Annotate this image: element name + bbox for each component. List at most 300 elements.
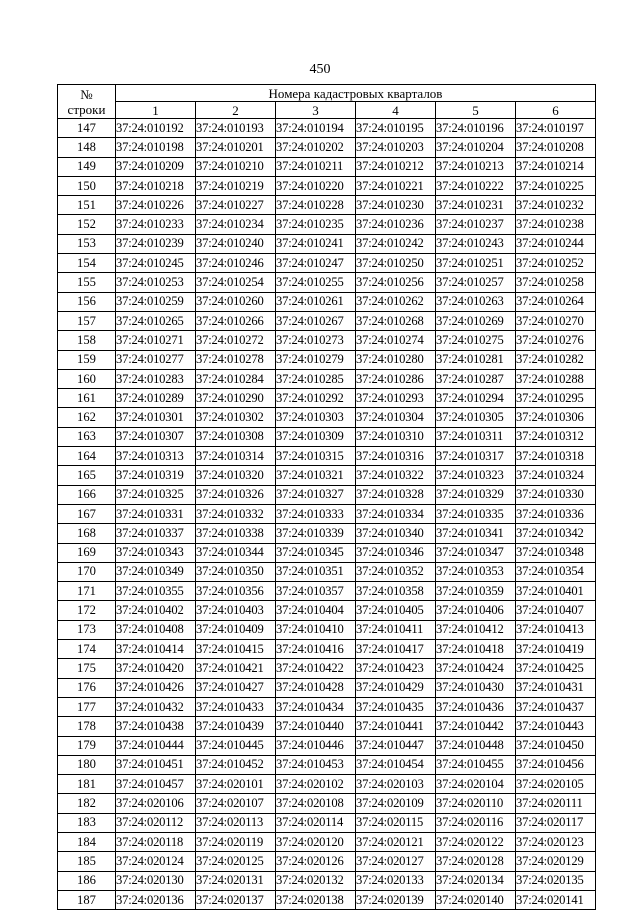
table-row bbox=[58, 562, 596, 581]
cadastral-code-cell: 37:24:010213 bbox=[436, 157, 516, 176]
cadastral-code-cell: 37:24:010234 bbox=[196, 215, 276, 234]
row-number: 168 bbox=[58, 524, 116, 543]
row-number-header-line2: строки bbox=[67, 101, 106, 117]
cadastral-code-cell: 37:24:010275 bbox=[436, 331, 516, 350]
table-title-header: Номера кадастровых кварталов bbox=[116, 85, 596, 102]
cadastral-code-cell: 37:24:010329 bbox=[436, 485, 516, 504]
cadastral-code-cell: 37:24:010427 bbox=[196, 678, 276, 697]
row-number: 170 bbox=[58, 562, 116, 581]
cadastral-code-cell: 37:24:010428 bbox=[276, 678, 356, 697]
cadastral-code-cell: 37:24:020134 bbox=[436, 871, 516, 890]
cadastral-code-cell: 37:24:010289 bbox=[116, 389, 196, 408]
row-number: 158 bbox=[58, 331, 116, 350]
row-number: 166 bbox=[58, 485, 116, 504]
row-number-header-line1: № bbox=[80, 86, 93, 102]
table-row bbox=[58, 890, 596, 909]
cadastral-code-cell: 37:24:010457 bbox=[116, 775, 196, 794]
cadastral-code-cell: 37:24:010320 bbox=[196, 466, 276, 485]
cadastral-code-cell: 37:24:010306 bbox=[516, 408, 596, 427]
cadastral-code-cell: 37:24:010197 bbox=[516, 119, 596, 138]
cadastral-code-cell: 37:24:010270 bbox=[516, 311, 596, 330]
cadastral-code-cell: 37:24:010426 bbox=[116, 678, 196, 697]
column-header: 3 bbox=[276, 102, 356, 119]
cadastral-table bbox=[57, 84, 596, 910]
cadastral-code-cell: 37:24:020105 bbox=[516, 775, 596, 794]
cadastral-code-cell: 37:24:010338 bbox=[196, 524, 276, 543]
cadastral-code-cell: 37:24:020108 bbox=[276, 794, 356, 813]
cadastral-code-cell: 37:24:010280 bbox=[356, 350, 436, 369]
table-row bbox=[58, 273, 596, 292]
cadastral-code-cell: 37:24:010246 bbox=[196, 254, 276, 273]
cadastral-code-cell: 37:24:010269 bbox=[436, 311, 516, 330]
cadastral-code-cell: 37:24:020107 bbox=[196, 794, 276, 813]
cadastral-code-cell: 37:24:020117 bbox=[516, 813, 596, 832]
cadastral-code-cell: 37:24:010251 bbox=[436, 254, 516, 273]
cadastral-code-cell: 37:24:010325 bbox=[116, 485, 196, 504]
cadastral-code-cell: 37:24:010228 bbox=[276, 196, 356, 215]
cadastral-code-cell: 37:24:010211 bbox=[276, 157, 356, 176]
cadastral-code-cell: 37:24:010235 bbox=[276, 215, 356, 234]
cadastral-code-cell: 37:24:010225 bbox=[516, 176, 596, 195]
cadastral-code-cell: 37:24:010448 bbox=[436, 736, 516, 755]
cadastral-code-cell: 37:24:010353 bbox=[436, 562, 516, 581]
cadastral-code-cell: 37:24:010442 bbox=[436, 717, 516, 736]
cadastral-code-cell: 37:24:010422 bbox=[276, 659, 356, 678]
cadastral-code-cell: 37:24:020121 bbox=[356, 832, 436, 851]
row-number: 164 bbox=[58, 447, 116, 466]
cadastral-code-cell: 37:24:010302 bbox=[196, 408, 276, 427]
table-row bbox=[58, 408, 596, 427]
cadastral-code-cell: 37:24:010418 bbox=[436, 640, 516, 659]
cadastral-code-cell: 37:24:010456 bbox=[516, 755, 596, 774]
row-number: 154 bbox=[58, 254, 116, 273]
table-row bbox=[58, 485, 596, 504]
cadastral-code-cell: 37:24:010337 bbox=[116, 524, 196, 543]
cadastral-code-cell: 37:24:010419 bbox=[516, 640, 596, 659]
row-number: 175 bbox=[58, 659, 116, 678]
cadastral-code-cell: 37:24:010308 bbox=[196, 427, 276, 446]
row-number: 151 bbox=[58, 196, 116, 215]
cadastral-code-cell: 37:24:010231 bbox=[436, 196, 516, 215]
row-number: 152 bbox=[58, 215, 116, 234]
table-row bbox=[58, 292, 596, 311]
cadastral-code-cell: 37:24:020118 bbox=[116, 832, 196, 851]
cadastral-code-cell: 37:24:010321 bbox=[276, 466, 356, 485]
table-row bbox=[58, 311, 596, 330]
cadastral-code-cell: 37:24:020126 bbox=[276, 852, 356, 871]
cadastral-code-cell: 37:24:010401 bbox=[516, 582, 596, 601]
cadastral-code-cell: 37:24:010253 bbox=[116, 273, 196, 292]
row-number: 178 bbox=[58, 717, 116, 736]
cadastral-code-cell: 37:24:020140 bbox=[436, 890, 516, 909]
cadastral-code-cell: 37:24:010425 bbox=[516, 659, 596, 678]
cadastral-code-cell: 37:24:020137 bbox=[196, 890, 276, 909]
table-row bbox=[58, 794, 596, 813]
table-row bbox=[58, 389, 596, 408]
cadastral-code-cell: 37:24:010424 bbox=[436, 659, 516, 678]
cadastral-code-cell: 37:24:020119 bbox=[196, 832, 276, 851]
cadastral-code-cell: 37:24:010243 bbox=[436, 234, 516, 253]
row-number: 155 bbox=[58, 273, 116, 292]
cadastral-code-cell: 37:24:010433 bbox=[196, 697, 276, 716]
cadastral-code-cell: 37:24:010447 bbox=[356, 736, 436, 755]
cadastral-code-cell: 37:24:010239 bbox=[116, 234, 196, 253]
cadastral-code-cell: 37:24:020110 bbox=[436, 794, 516, 813]
cadastral-code-cell: 37:24:010437 bbox=[516, 697, 596, 716]
cadastral-code-cell: 37:24:010263 bbox=[436, 292, 516, 311]
row-number: 180 bbox=[58, 755, 116, 774]
cadastral-code-cell: 37:24:010413 bbox=[516, 620, 596, 639]
cadastral-code-cell: 37:24:010417 bbox=[356, 640, 436, 659]
table-row bbox=[58, 582, 596, 601]
cadastral-code-cell: 37:24:020104 bbox=[436, 775, 516, 794]
cadastral-code-cell: 37:24:010438 bbox=[116, 717, 196, 736]
cadastral-code-cell: 37:24:020130 bbox=[116, 871, 196, 890]
cadastral-code-cell: 37:24:010252 bbox=[516, 254, 596, 273]
cadastral-code-cell: 37:24:010440 bbox=[276, 717, 356, 736]
cadastral-code-cell: 37:24:020128 bbox=[436, 852, 516, 871]
cadastral-code-cell: 37:24:010340 bbox=[356, 524, 436, 543]
cadastral-code-cell: 37:24:010322 bbox=[356, 466, 436, 485]
cadastral-code-cell: 37:24:010405 bbox=[356, 601, 436, 620]
cadastral-code-cell: 37:24:010284 bbox=[196, 369, 276, 388]
cadastral-code-cell: 37:24:010295 bbox=[516, 389, 596, 408]
cadastral-code-cell: 37:24:010315 bbox=[276, 447, 356, 466]
cadastral-code-cell: 37:24:010359 bbox=[436, 582, 516, 601]
cadastral-code-cell: 37:24:010255 bbox=[276, 273, 356, 292]
table-row bbox=[58, 234, 596, 253]
cadastral-code-cell: 37:24:010292 bbox=[276, 389, 356, 408]
cadastral-code-cell: 37:24:020131 bbox=[196, 871, 276, 890]
cadastral-code-cell: 37:24:010439 bbox=[196, 717, 276, 736]
cadastral-code-cell: 37:24:010450 bbox=[516, 736, 596, 755]
row-number: 172 bbox=[58, 601, 116, 620]
cadastral-code-cell: 37:24:020125 bbox=[196, 852, 276, 871]
cadastral-code-cell: 37:24:010305 bbox=[436, 408, 516, 427]
cadastral-code-cell: 37:24:010198 bbox=[116, 138, 196, 157]
table-row bbox=[58, 524, 596, 543]
cadastral-code-cell: 37:24:010281 bbox=[436, 350, 516, 369]
cadastral-code-cell: 37:24:010429 bbox=[356, 678, 436, 697]
cadastral-code-cell: 37:24:010286 bbox=[356, 369, 436, 388]
cadastral-code-cell: 37:24:010330 bbox=[516, 485, 596, 504]
row-number: 156 bbox=[58, 292, 116, 311]
cadastral-code-cell: 37:24:010214 bbox=[516, 157, 596, 176]
table-row bbox=[58, 659, 596, 678]
cadastral-code-cell: 37:24:010276 bbox=[516, 331, 596, 350]
cadastral-code-cell: 37:24:010347 bbox=[436, 543, 516, 562]
table-row bbox=[58, 138, 596, 157]
cadastral-code-cell: 37:24:010342 bbox=[516, 524, 596, 543]
row-number-header bbox=[58, 85, 116, 119]
cadastral-code-cell: 37:24:010238 bbox=[516, 215, 596, 234]
row-number: 161 bbox=[58, 389, 116, 408]
cadastral-code-cell: 37:24:010264 bbox=[516, 292, 596, 311]
table-row bbox=[58, 350, 596, 369]
row-number: 157 bbox=[58, 311, 116, 330]
cadastral-code-cell: 37:24:010356 bbox=[196, 582, 276, 601]
cadastral-code-cell: 37:24:010410 bbox=[276, 620, 356, 639]
cadastral-code-cell: 37:24:020129 bbox=[516, 852, 596, 871]
cadastral-code-cell: 37:24:020139 bbox=[356, 890, 436, 909]
table-row bbox=[58, 331, 596, 350]
cadastral-code-cell: 37:24:020103 bbox=[356, 775, 436, 794]
cadastral-code-cell: 37:24:010455 bbox=[436, 755, 516, 774]
cadastral-code-cell: 37:24:010351 bbox=[276, 562, 356, 581]
cadastral-code-cell: 37:24:010218 bbox=[116, 176, 196, 195]
cadastral-code-cell: 37:24:010244 bbox=[516, 234, 596, 253]
cadastral-code-cell: 37:24:010444 bbox=[116, 736, 196, 755]
cadastral-code-cell: 37:24:010357 bbox=[276, 582, 356, 601]
cadastral-code-cell: 37:24:010268 bbox=[356, 311, 436, 330]
cadastral-code-cell: 37:24:010262 bbox=[356, 292, 436, 311]
cadastral-code-cell: 37:24:010260 bbox=[196, 292, 276, 311]
cadastral-code-cell: 37:24:020109 bbox=[356, 794, 436, 813]
cadastral-code-cell: 37:24:010420 bbox=[116, 659, 196, 678]
row-number: 187 bbox=[58, 890, 116, 909]
cadastral-code-cell: 37:24:010435 bbox=[356, 697, 436, 716]
cadastral-code-cell: 37:24:010261 bbox=[276, 292, 356, 311]
cadastral-code-cell: 37:24:010345 bbox=[276, 543, 356, 562]
row-number: 185 bbox=[58, 852, 116, 871]
cadastral-code-cell: 37:24:010196 bbox=[436, 119, 516, 138]
cadastral-code-cell: 37:24:010451 bbox=[116, 755, 196, 774]
table-row bbox=[58, 620, 596, 639]
cadastral-code-cell: 37:24:020136 bbox=[116, 890, 196, 909]
row-number: 153 bbox=[58, 234, 116, 253]
cadastral-code-cell: 37:24:010454 bbox=[356, 755, 436, 774]
cadastral-code-cell: 37:24:010403 bbox=[196, 601, 276, 620]
row-number: 176 bbox=[58, 678, 116, 697]
cadastral-code-cell: 37:24:020135 bbox=[516, 871, 596, 890]
cadastral-code-cell: 37:24:010443 bbox=[516, 717, 596, 736]
cadastral-code-cell: 37:24:010346 bbox=[356, 543, 436, 562]
cadastral-code-cell: 37:24:010354 bbox=[516, 562, 596, 581]
cadastral-code-cell: 37:24:010219 bbox=[196, 176, 276, 195]
cadastral-code-cell: 37:24:010313 bbox=[116, 447, 196, 466]
cadastral-code-cell: 37:24:010453 bbox=[276, 755, 356, 774]
cadastral-code-cell: 37:24:010350 bbox=[196, 562, 276, 581]
cadastral-code-cell: 37:24:020111 bbox=[516, 794, 596, 813]
cadastral-code-cell: 37:24:010434 bbox=[276, 697, 356, 716]
cadastral-code-cell: 37:24:010257 bbox=[436, 273, 516, 292]
cadastral-code-cell: 37:24:010221 bbox=[356, 176, 436, 195]
cadastral-code-cell: 37:24:010271 bbox=[116, 331, 196, 350]
cadastral-code-cell: 37:24:010314 bbox=[196, 447, 276, 466]
cadastral-code-cell: 37:24:010236 bbox=[356, 215, 436, 234]
cadastral-code-cell: 37:24:010209 bbox=[116, 157, 196, 176]
cadastral-code-cell: 37:24:010343 bbox=[116, 543, 196, 562]
cadastral-code-cell: 37:24:020122 bbox=[436, 832, 516, 851]
cadastral-code-cell: 37:24:010423 bbox=[356, 659, 436, 678]
cadastral-code-cell: 37:24:010279 bbox=[276, 350, 356, 369]
row-number: 174 bbox=[58, 640, 116, 659]
cadastral-code-cell: 37:24:020133 bbox=[356, 871, 436, 890]
cadastral-code-cell: 37:24:010334 bbox=[356, 504, 436, 523]
cadastral-code-cell: 37:24:020106 bbox=[116, 794, 196, 813]
cadastral-code-cell: 37:24:010277 bbox=[116, 350, 196, 369]
table-row bbox=[58, 466, 596, 485]
cadastral-code-cell: 37:24:010201 bbox=[196, 138, 276, 157]
cadastral-code-cell: 37:24:010355 bbox=[116, 582, 196, 601]
cadastral-code-cell: 37:24:010312 bbox=[516, 427, 596, 446]
cadastral-code-cell: 37:24:010333 bbox=[276, 504, 356, 523]
row-number: 183 bbox=[58, 813, 116, 832]
row-number: 165 bbox=[58, 466, 116, 485]
row-number: 186 bbox=[58, 871, 116, 890]
cadastral-code-cell: 37:24:010233 bbox=[116, 215, 196, 234]
cadastral-code-cell: 37:24:010319 bbox=[116, 466, 196, 485]
cadastral-code-cell: 37:24:010195 bbox=[356, 119, 436, 138]
row-number: 173 bbox=[58, 620, 116, 639]
table-row bbox=[58, 775, 596, 794]
cadastral-code-cell: 37:24:010310 bbox=[356, 427, 436, 446]
column-header: 1 bbox=[116, 102, 196, 119]
table-row bbox=[58, 871, 596, 890]
cadastral-code-cell: 37:24:020116 bbox=[436, 813, 516, 832]
row-number: 148 bbox=[58, 138, 116, 157]
cadastral-code-cell: 37:24:010436 bbox=[436, 697, 516, 716]
cadastral-code-cell: 37:24:010349 bbox=[116, 562, 196, 581]
row-number: 184 bbox=[58, 832, 116, 851]
row-number: 171 bbox=[58, 582, 116, 601]
table-row bbox=[58, 176, 596, 195]
row-number: 167 bbox=[58, 504, 116, 523]
cadastral-code-cell: 37:24:020138 bbox=[276, 890, 356, 909]
cadastral-code-cell: 37:24:010326 bbox=[196, 485, 276, 504]
row-number: 169 bbox=[58, 543, 116, 562]
table-row bbox=[58, 832, 596, 851]
cadastral-code-cell: 37:24:010212 bbox=[356, 157, 436, 176]
column-header: 6 bbox=[516, 102, 596, 119]
cadastral-code-cell: 37:24:010232 bbox=[516, 196, 596, 215]
cadastral-code-cell: 37:24:010278 bbox=[196, 350, 276, 369]
column-header: 2 bbox=[196, 102, 276, 119]
cadastral-code-cell: 37:24:010445 bbox=[196, 736, 276, 755]
cadastral-code-cell: 37:24:010409 bbox=[196, 620, 276, 639]
row-number: 149 bbox=[58, 157, 116, 176]
cadastral-code-cell: 37:24:010309 bbox=[276, 427, 356, 446]
cadastral-code-cell: 37:24:010332 bbox=[196, 504, 276, 523]
cadastral-code-cell: 37:24:010272 bbox=[196, 331, 276, 350]
cadastral-code-cell: 37:24:010341 bbox=[436, 524, 516, 543]
table-row bbox=[58, 678, 596, 697]
cadastral-code-cell: 37:24:010241 bbox=[276, 234, 356, 253]
cadastral-code-cell: 37:24:020120 bbox=[276, 832, 356, 851]
table-row bbox=[58, 543, 596, 562]
cadastral-code-cell: 37:24:010193 bbox=[196, 119, 276, 138]
cadastral-code-cell: 37:24:010256 bbox=[356, 273, 436, 292]
cadastral-code-cell: 37:24:010222 bbox=[436, 176, 516, 195]
cadastral-code-cell: 37:24:010273 bbox=[276, 331, 356, 350]
cadastral-code-cell: 37:24:010192 bbox=[116, 119, 196, 138]
cadastral-code-cell: 37:24:010339 bbox=[276, 524, 356, 543]
cadastral-code-cell: 37:24:010335 bbox=[436, 504, 516, 523]
table-body bbox=[58, 119, 596, 910]
cadastral-code-cell: 37:24:010311 bbox=[436, 427, 516, 446]
table-row bbox=[58, 369, 596, 388]
cadastral-code-cell: 37:24:010303 bbox=[276, 408, 356, 427]
row-number: 150 bbox=[58, 176, 116, 195]
cadastral-code-cell: 37:24:010327 bbox=[276, 485, 356, 504]
cadastral-code-cell: 37:24:010307 bbox=[116, 427, 196, 446]
cadastral-code-cell: 37:24:010230 bbox=[356, 196, 436, 215]
cadastral-code-cell: 37:24:010323 bbox=[436, 466, 516, 485]
table-row bbox=[58, 157, 596, 176]
cadastral-code-cell: 37:24:010274 bbox=[356, 331, 436, 350]
column-header: 5 bbox=[436, 102, 516, 119]
cadastral-code-cell: 37:24:010283 bbox=[116, 369, 196, 388]
cadastral-code-cell: 37:24:020124 bbox=[116, 852, 196, 871]
cadastral-code-cell: 37:24:010404 bbox=[276, 601, 356, 620]
cadastral-code-cell: 37:24:010414 bbox=[116, 640, 196, 659]
cadastral-code-cell: 37:24:010336 bbox=[516, 504, 596, 523]
cadastral-code-cell: 37:24:020132 bbox=[276, 871, 356, 890]
cadastral-code-cell: 37:24:010267 bbox=[276, 311, 356, 330]
cadastral-code-cell: 37:24:010317 bbox=[436, 447, 516, 466]
table-row bbox=[58, 196, 596, 215]
cadastral-code-cell: 37:24:010441 bbox=[356, 717, 436, 736]
cadastral-code-cell: 37:24:010430 bbox=[436, 678, 516, 697]
cadastral-code-cell: 37:24:010294 bbox=[436, 389, 516, 408]
cadastral-code-cell: 37:24:010402 bbox=[116, 601, 196, 620]
cadastral-code-cell: 37:24:010242 bbox=[356, 234, 436, 253]
page-number: 450 bbox=[309, 62, 331, 77]
cadastral-code-cell: 37:24:010331 bbox=[116, 504, 196, 523]
cadastral-code-cell: 37:24:010282 bbox=[516, 350, 596, 369]
cadastral-code-cell: 37:24:010227 bbox=[196, 196, 276, 215]
table-row bbox=[58, 852, 596, 871]
cadastral-code-cell: 37:24:010250 bbox=[356, 254, 436, 273]
cadastral-code-cell: 37:24:010226 bbox=[116, 196, 196, 215]
cadastral-code-cell: 37:24:020127 bbox=[356, 852, 436, 871]
cadastral-code-cell: 37:24:010431 bbox=[516, 678, 596, 697]
table-row bbox=[58, 447, 596, 466]
cadastral-code-cell: 37:24:010316 bbox=[356, 447, 436, 466]
table-row bbox=[58, 254, 596, 273]
cadastral-code-cell: 37:24:010348 bbox=[516, 543, 596, 562]
cadastral-code-cell: 37:24:010247 bbox=[276, 254, 356, 273]
cadastral-code-cell: 37:24:010324 bbox=[516, 466, 596, 485]
cadastral-code-cell: 37:24:010237 bbox=[436, 215, 516, 234]
cadastral-code-cell: 37:24:010412 bbox=[436, 620, 516, 639]
table-row bbox=[58, 697, 596, 716]
cadastral-code-cell: 37:24:010240 bbox=[196, 234, 276, 253]
cadastral-code-cell: 37:24:010203 bbox=[356, 138, 436, 157]
cadastral-code-cell: 37:24:010287 bbox=[436, 369, 516, 388]
cadastral-code-cell: 37:24:010432 bbox=[116, 697, 196, 716]
cadastral-code-cell: 37:24:010220 bbox=[276, 176, 356, 195]
row-number: 182 bbox=[58, 794, 116, 813]
table-row bbox=[58, 736, 596, 755]
cadastral-code-cell: 37:24:010408 bbox=[116, 620, 196, 639]
cadastral-code-cell: 37:24:020114 bbox=[276, 813, 356, 832]
cadastral-code-cell: 37:24:010344 bbox=[196, 543, 276, 562]
cadastral-code-cell: 37:24:010258 bbox=[516, 273, 596, 292]
cadastral-code-cell: 37:24:020101 bbox=[196, 775, 276, 794]
row-number: 163 bbox=[58, 427, 116, 446]
cadastral-code-cell: 37:24:010407 bbox=[516, 601, 596, 620]
cadastral-code-cell: 37:24:010301 bbox=[116, 408, 196, 427]
cadastral-code-cell: 37:24:010266 bbox=[196, 311, 276, 330]
cadastral-code-cell: 37:24:010293 bbox=[356, 389, 436, 408]
cadastral-code-cell: 37:24:010446 bbox=[276, 736, 356, 755]
column-header: 4 bbox=[356, 102, 436, 119]
row-number: 177 bbox=[58, 697, 116, 716]
table-row bbox=[58, 504, 596, 523]
cadastral-code-cell: 37:24:020123 bbox=[516, 832, 596, 851]
cadastral-code-cell: 37:24:010285 bbox=[276, 369, 356, 388]
